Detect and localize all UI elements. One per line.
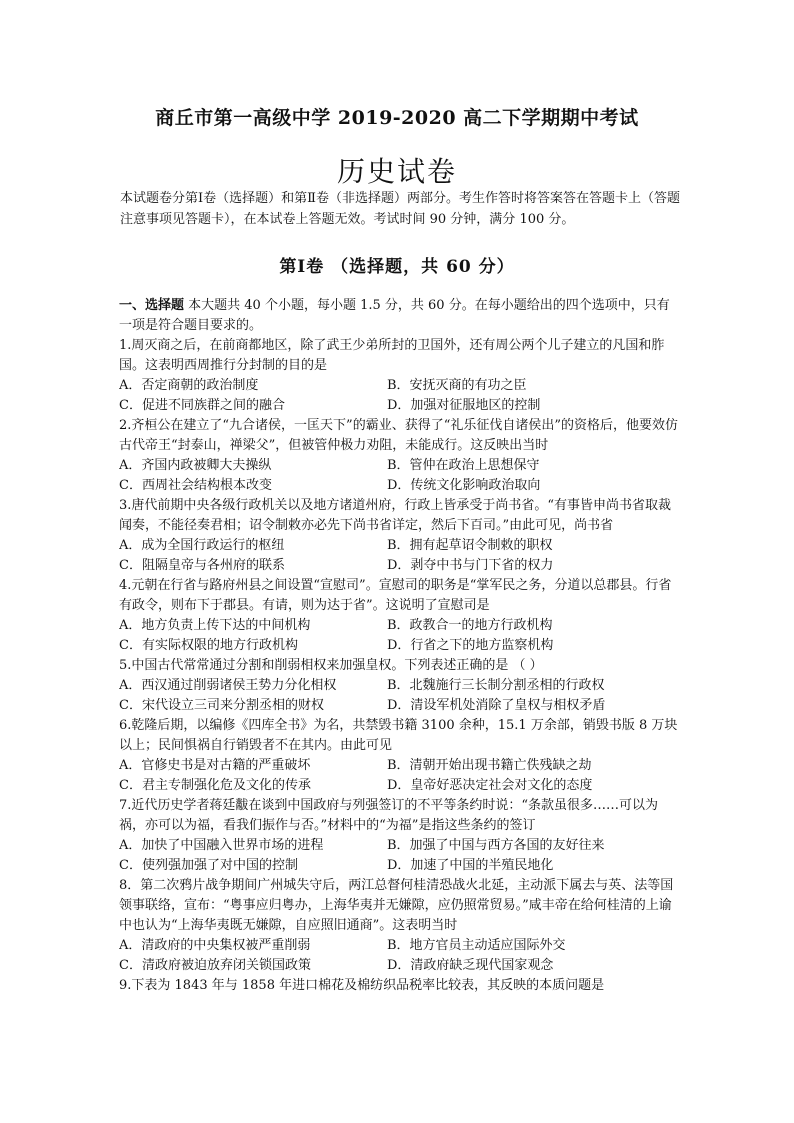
option-grid	[119, 616, 681, 656]
option-c: C．使列强加强了对中国的控制	[119, 858, 298, 873]
question-9	[119, 976, 681, 996]
option-grid	[119, 836, 681, 876]
question-6	[119, 716, 681, 796]
option-b: B．加强了中国与西方各国的友好往来	[387, 838, 605, 853]
part-heading: 第Ⅰ卷 （选择题，共 60 分）	[279, 257, 515, 277]
question-stem: 1.周灭商之后，在前商都地区，除了武王少弟所封的卫国外，还有周公两个儿子建立的凡国和胙国。这表明西周推行分封制的目的是	[119, 338, 665, 373]
option-c: C．促进不同族群之间的融合	[119, 398, 285, 413]
question-stem: 5.中国古代常常通过分割和削弱相权来加强皇权。下列表述正确的是 （ ）	[119, 658, 543, 673]
question-stem: 3.唐代前期中央各级行政机关以及地方诸道州府，行政上皆承受于尚书省。“有事皆申尚书省取裁闻奏，不能径奏君相；诏令制敕亦必先下尚书省详定，然后下百司。”由此可见，尚书省	[119, 498, 672, 533]
question-stem: 7.近代历史学者蒋廷黻在谈到中国政府与列强签订的不平等条约时说：“条款虽很多……可以为祸，亦可以为福，看我们振作与否。”材料中的“为福”是指这些条约的签订	[119, 798, 659, 833]
option-b: B．政教合一的地方行政机构	[387, 618, 553, 633]
option-d: D．清政府缺乏现代国家观念	[387, 958, 554, 973]
option-c: C．宋代设立三司来分割丞相的财权	[119, 698, 324, 713]
question-stem: 4.元朝在行省与路府州县之间设置“宣慰司”。宣慰司的职务是“掌军民之务，分道以总郡县。行省有政令，则布下于郡县。有请，则为达于省”。这说明了宣慰司是	[119, 578, 672, 613]
option-a: A．加快了中国融入世界市场的进程	[119, 838, 324, 853]
option-c: C．有实际权限的地方行政机构	[119, 638, 298, 653]
question-2	[119, 416, 681, 496]
section-heading	[119, 296, 681, 336]
option-c: C．西周社会结构根本改变	[119, 478, 272, 493]
option-b: B．管仲在政治上思想保守	[387, 458, 540, 473]
option-c: C．君主专制强化危及文化的传承	[119, 778, 311, 793]
option-c: C．清政府被迫放弃闭关锁国政策	[119, 958, 311, 973]
question-8	[119, 876, 681, 976]
option-a: A．地方负责上传下达的中间机构	[119, 618, 311, 633]
option-b: B．北魏施行三长制分割丞相的行政权	[387, 678, 605, 693]
option-d: D．皇帝好恶决定社会对文化的态度	[387, 778, 593, 793]
option-b: B．安抚灭商的有功之臣	[387, 378, 527, 393]
exam-subtitle: 历史试卷	[336, 155, 457, 188]
option-grid	[119, 676, 681, 716]
option-grid	[119, 936, 681, 976]
section-description: 本大题共 40 个小题，每小题 1.5 分，共 60 分。在每小题给出的四个选项中，只有一项是符合题目要求的。	[119, 298, 670, 333]
option-a: A．否定商朝的政治制度	[119, 378, 259, 393]
exam-instructions: 本试题卷分第Ⅰ卷（选择题）和第Ⅱ卷（非选择题）两部分。考生作答时将答案答在答题卡上（答题注意事项见答题卡），在本试卷上答题无效。考试时间 90 分钟，满分 100 分。	[120, 191, 680, 227]
option-a: A．西汉通过削弱诸侯王势力分化相权	[119, 678, 337, 693]
question-7	[119, 796, 681, 876]
option-a: A．齐国内政被卿大夫操纵	[119, 458, 272, 473]
section-label: 一、选择题	[119, 298, 185, 313]
option-d: D．加速了中国的半殖民地化	[387, 858, 554, 873]
question-stem: 6.乾隆后期，以编修《四库全书》为名，共禁毁书籍 3100 余种，15.1 万余部，销毁书版 8 万块以上；民间惧祸自行销毁者不在其内。由此可见	[119, 718, 678, 753]
option-d: D．清设军机处消除了皇权与相权矛盾	[387, 698, 606, 713]
option-a: A．官修史书是对古籍的严重破坏	[119, 758, 311, 773]
question-list	[119, 296, 681, 996]
question-5	[119, 656, 681, 716]
exam-title: 商丘市第一高级中学 2019-2020 高二下学期期中考试	[155, 107, 639, 129]
option-d: D．传统文化影响政治取向	[387, 478, 541, 493]
question-stem: 2.齐桓公在建立了“九合诸侯，一匡天下”的霸业、获得了“礼乐征伐自诸侯出”的资格后，他要效仿古代帝王“封泰山，禅梁父”，但被管仲极力劝阻，未能成行。这反映出当时	[119, 418, 678, 453]
option-grid	[119, 536, 681, 576]
option-b: B．清朝开始出现书籍亡佚残缺之劫	[387, 758, 592, 773]
option-d: D．剥夺中书与门下省的权力	[387, 558, 554, 573]
option-a: A．成为全国行政运行的枢纽	[119, 538, 285, 553]
option-d: D．行省之下的地方监察机构	[387, 638, 554, 653]
question-4	[119, 576, 681, 656]
question-stem: 8．第二次鸦片战争期间广州城失守后，两江总督何桂清恐战火北延，主动派下属去与英、法等国领事联络，宣布：“粤事应归粤办，上海华夷并无嫌隙，应仍照常贸易。”咸丰帝在给何桂清的上谕中也认为“上海华夷既无嫌隙，自应照旧通商”。这表明当时	[119, 878, 674, 933]
question-3	[119, 496, 681, 576]
question-stem: 9.下表为 1843 年与 1858 年进口棉花及棉纺织品税率比较表，其反映的本质问题是	[119, 978, 605, 993]
option-grid	[119, 376, 681, 416]
option-c: C．阻隔皇帝与各州府的联系	[119, 558, 285, 573]
option-grid	[119, 456, 681, 496]
question-1	[119, 336, 681, 416]
option-a: A．清政府的中央集权被严重削弱	[119, 938, 311, 953]
option-b: B．拥有起草诏令制敕的职权	[387, 538, 553, 553]
option-grid	[119, 756, 681, 796]
option-d: D．加强对征服地区的控制	[387, 398, 541, 413]
option-b: B．地方官员主动适应国际外交	[387, 938, 566, 953]
